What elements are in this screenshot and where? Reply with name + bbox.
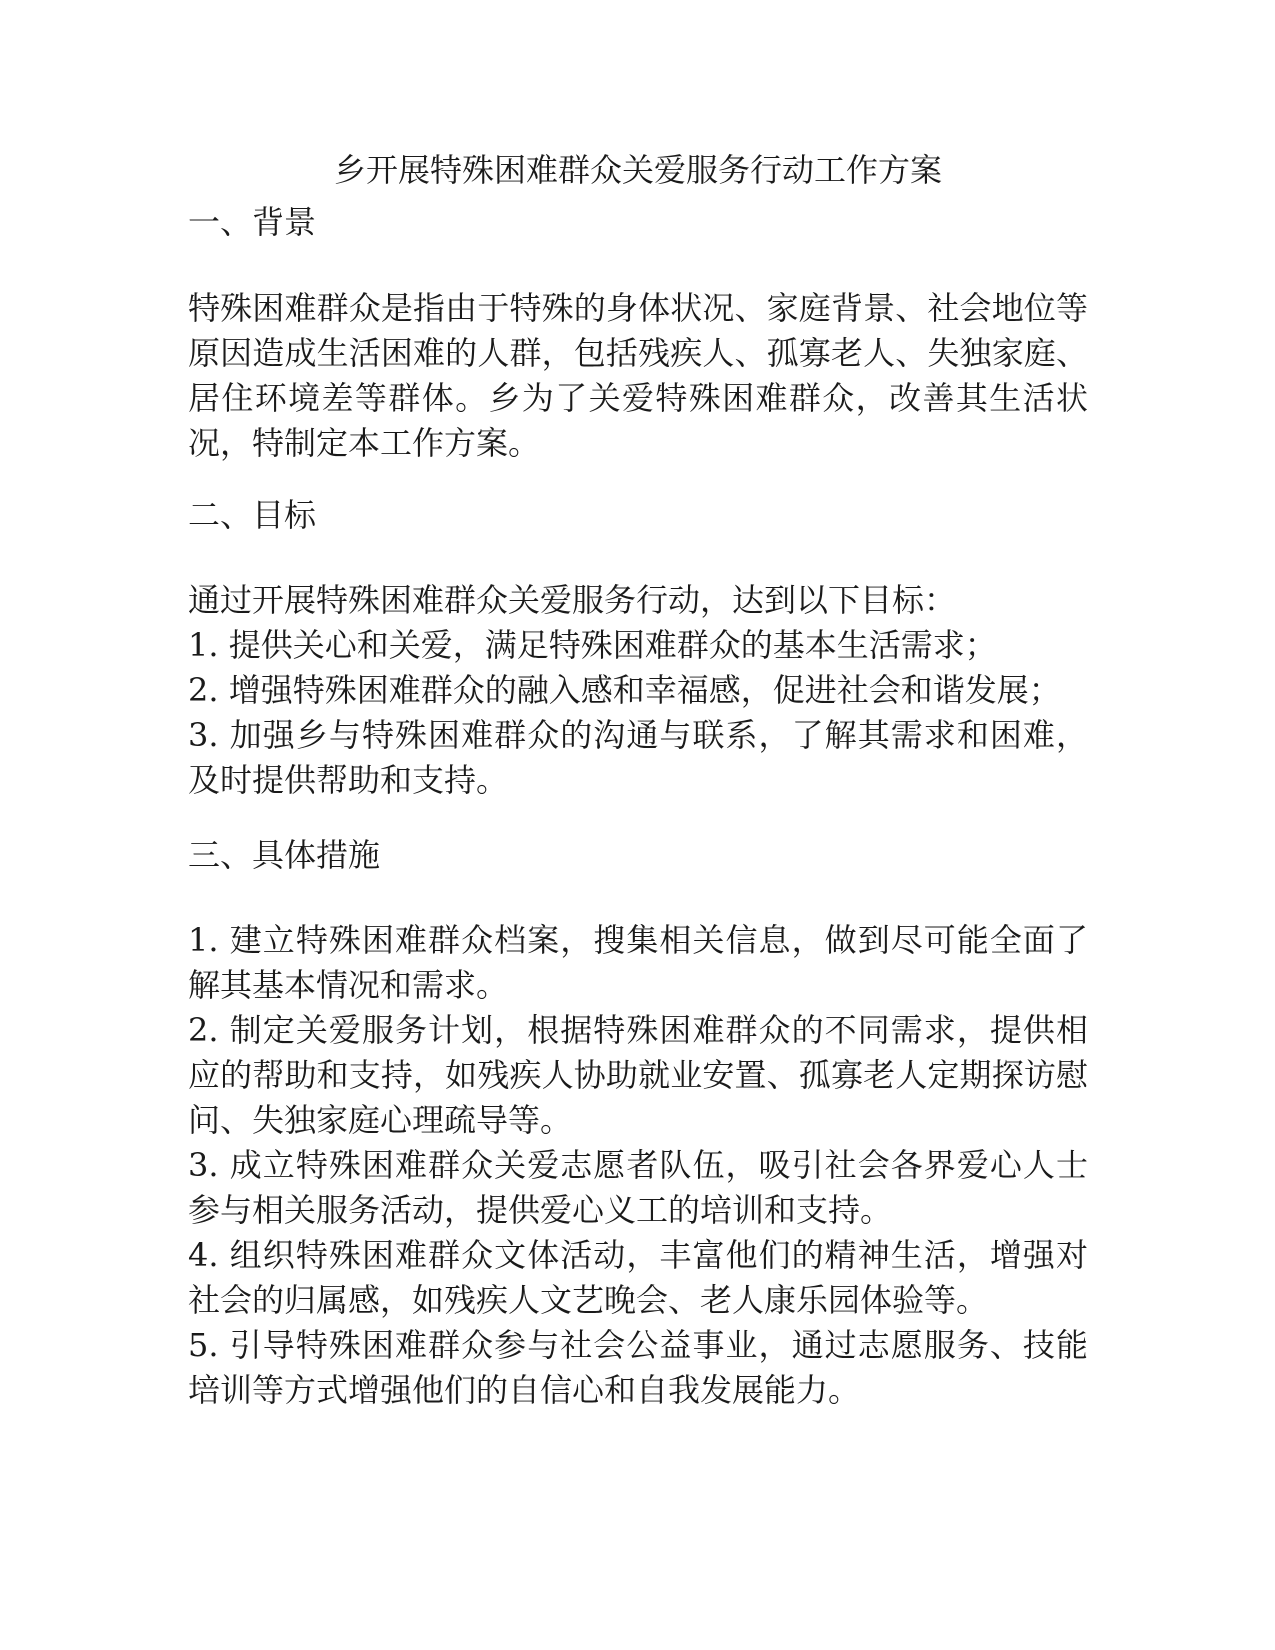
goals-intro: 通过开展特殊困难群众关爱服务行动，达到以下目标： [188, 581, 957, 619]
goal-item: 3. 加强乡与特殊困难群众的沟通与联系，了解其需求和困难，及时提供帮助和支持。 [188, 716, 1088, 799]
section-heading-background: 一、背景 [188, 203, 317, 241]
measure-item: 4. 组织特殊困难群众文体活动，丰富他们的精神生活，增强对社会的归属感，如残疾人文艺晚会、老人康乐园体验等。 [188, 1236, 1088, 1319]
section-heading-measures: 三、具体措施 [188, 836, 381, 874]
measure-item: 2. 制定关爱服务计划，根据特殊困难群众的不同需求，提供相应的帮助和支持，如残疾人协助就业安置、孤寡老人定期探访慰问、失独家庭心理疏导等。 [188, 1011, 1088, 1139]
measure-item: 5. 引导特殊困难群众参与社会公益事业，通过志愿服务、技能培训等方式增强他们的自信心和自我发展能力。 [188, 1326, 1088, 1409]
goal-item: 1. 提供关心和关爱，满足特殊困难群众的基本生活需求； [188, 626, 997, 664]
measures-list [188, 918, 1088, 1413]
background-paragraph: 特殊困难群众是指由于特殊的身体状况、家庭背景、社会地位等原因造成生活困难的人群，包括残疾人、孤寡老人、失独家庭、居住环境差等群体。乡为了关爱特殊困难群众，改善其生活状况，特制定本工作方案。 [188, 289, 1088, 462]
measure-item: 3. 成立特殊困难群众关爱志愿者队伍，吸引社会各界爱心人士参与相关服务活动，提供爱心义工的培训和支持。 [188, 1146, 1088, 1229]
measure-item: 1. 建立特殊困难群众档案，搜集相关信息，做到尽可能全面了解其基本情况和需求。 [188, 921, 1088, 1004]
document-title: 乡开展特殊困难群众关爱服务行动工作方案 [333, 151, 942, 189]
goals-list [188, 578, 1088, 803]
goal-item: 2. 增强特殊困难群众的融入感和幸福感，促进社会和谐发展； [188, 671, 1061, 709]
section-heading-goals: 二、目标 [188, 496, 317, 534]
